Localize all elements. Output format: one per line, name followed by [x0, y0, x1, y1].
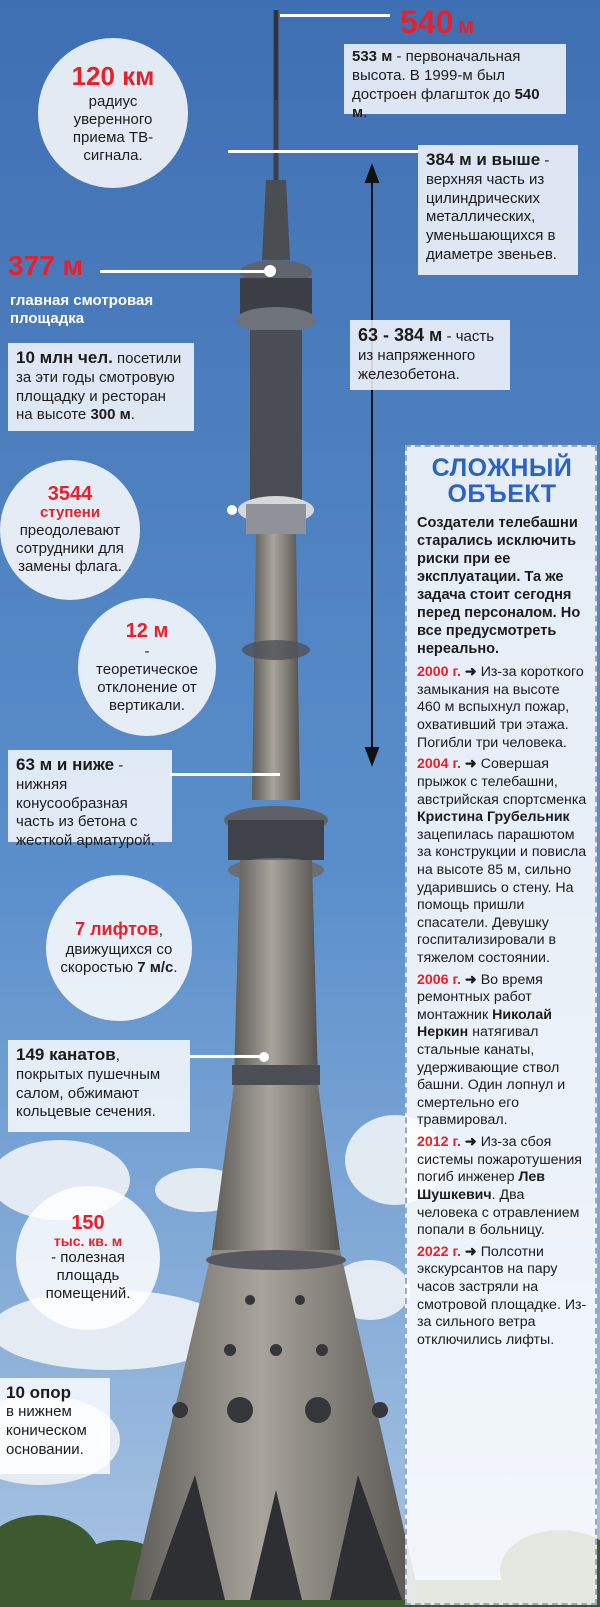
radius-text: радиус уверенного приема ТВ-сигнала.: [72, 92, 154, 164]
height-unit: м: [457, 13, 475, 38]
area-text: - полезная площадь помещений.: [45, 1249, 131, 1303]
lifts-circle: 7 лифтов, движущихся со скоростью 7 м/с.: [46, 875, 192, 1021]
deck-value: 377 м: [8, 250, 84, 281]
height-note: 533 м - первоначальная высота. В 1999-м был достроен флагшток до 540 м.: [344, 44, 566, 114]
lower-note: 63 м и ниже - нижняя конусообразная часть из бетона с жесткой арматурой.: [8, 750, 172, 842]
cables-note: 149 канатов, покрытых пушечным салом, обжимают кольцевые сечения.: [8, 1040, 190, 1132]
arrow-icon: ➜: [464, 664, 477, 681]
pointer-line-377: [100, 270, 265, 273]
pointer-line-540: [280, 14, 390, 17]
deck-label: главная смотровая площадка: [10, 292, 154, 327]
steps-circle: [0, 460, 140, 600]
visitors-note: 10 млн чел. посетили за эти годы смотровую площадку и ресторан на высоте 300 м.: [8, 343, 194, 431]
pointer-line-149: [190, 1055, 260, 1058]
incident-item: 2022 г. ➜ Полсотни экскурсантов на пару часов застряли на смотровой площадке. Из-за сильного ветра отключились лифты.: [417, 1243, 587, 1348]
area-circle: [16, 1186, 160, 1330]
deviation-value: 12 м: [125, 620, 169, 642]
height-value: [400, 4, 474, 41]
deviation-text: - теоретическое отклонение от вертикали.: [96, 643, 198, 714]
incident-item: 2006 г. ➜ Во время ремонтных работ монтажник Николай Неркин натягивал стальные канаты, удерживающие ствол башни. Один лопнул и смертельно его травмировал.: [417, 971, 566, 1129]
height-number: 540: [400, 4, 454, 40]
supports-note: 10 опор в нижнем коническом основании.: [0, 1378, 110, 1474]
deviation-circle: [78, 598, 216, 736]
area-unit: тыс. кв. м: [53, 1232, 123, 1249]
incident-item: 2000 г. ➜ Из-за короткого замыкания на высоте 460 м вспыхнул пожар, охвативший три этажа. Погибли три человека.: [417, 664, 584, 751]
upper-note: 384 м и выше - верхняя часть из цилиндрических металлических, уменьшающихся в диаметре звеньев.: [418, 145, 578, 275]
pointer-line-384: [228, 150, 418, 153]
incident-item: 2004 г. ➜ Совершая прыжок с телебашни, австрийская спортсменка Кристина Грубельник зацепилась парашютом за конструкции и повисла на высоте 85 м, сильно ударившись о стену. На помощь пришли спасатели. Девушку госпитализировали в тяжелом состоянии.: [417, 756, 587, 966]
incidents-intro: Создатели телебашни старались исключить риски при ее эксплуатации. Та же задача стоит сегодня перед персоналом. Но все предусмотреть нереально.: [417, 514, 581, 658]
radius-circle: [38, 38, 188, 188]
arrow-icon: ➜: [464, 756, 477, 773]
steps-unit: ступени: [39, 504, 101, 521]
steps-value: 3544: [47, 483, 93, 505]
arrow-icon: ➜: [464, 971, 477, 988]
middle-note: 63 - 384 м - часть из напряженного железобетона.: [350, 320, 510, 390]
incidents-title: СЛОЖНЫЙ ОБЪЕКТ: [431, 454, 573, 509]
steps-text: преодолевают сотрудники для замены флага.: [16, 522, 124, 575]
arrow-icon: ➜: [464, 1134, 477, 1151]
incidents-panel: [405, 445, 597, 1605]
lifts-value: 7 лифтов: [75, 919, 159, 940]
radius-value: 120 км: [71, 61, 155, 92]
pointer-line-63: [170, 773, 280, 776]
arrow-icon: ➜: [464, 1243, 477, 1260]
incident-item: 2012 г. ➜ Из-за сбоя системы пожаротушения погиб инженер Лев Шушкевич. Два человека с отравлением попали в больницу.: [417, 1134, 582, 1239]
area-value: 150: [71, 1211, 105, 1234]
